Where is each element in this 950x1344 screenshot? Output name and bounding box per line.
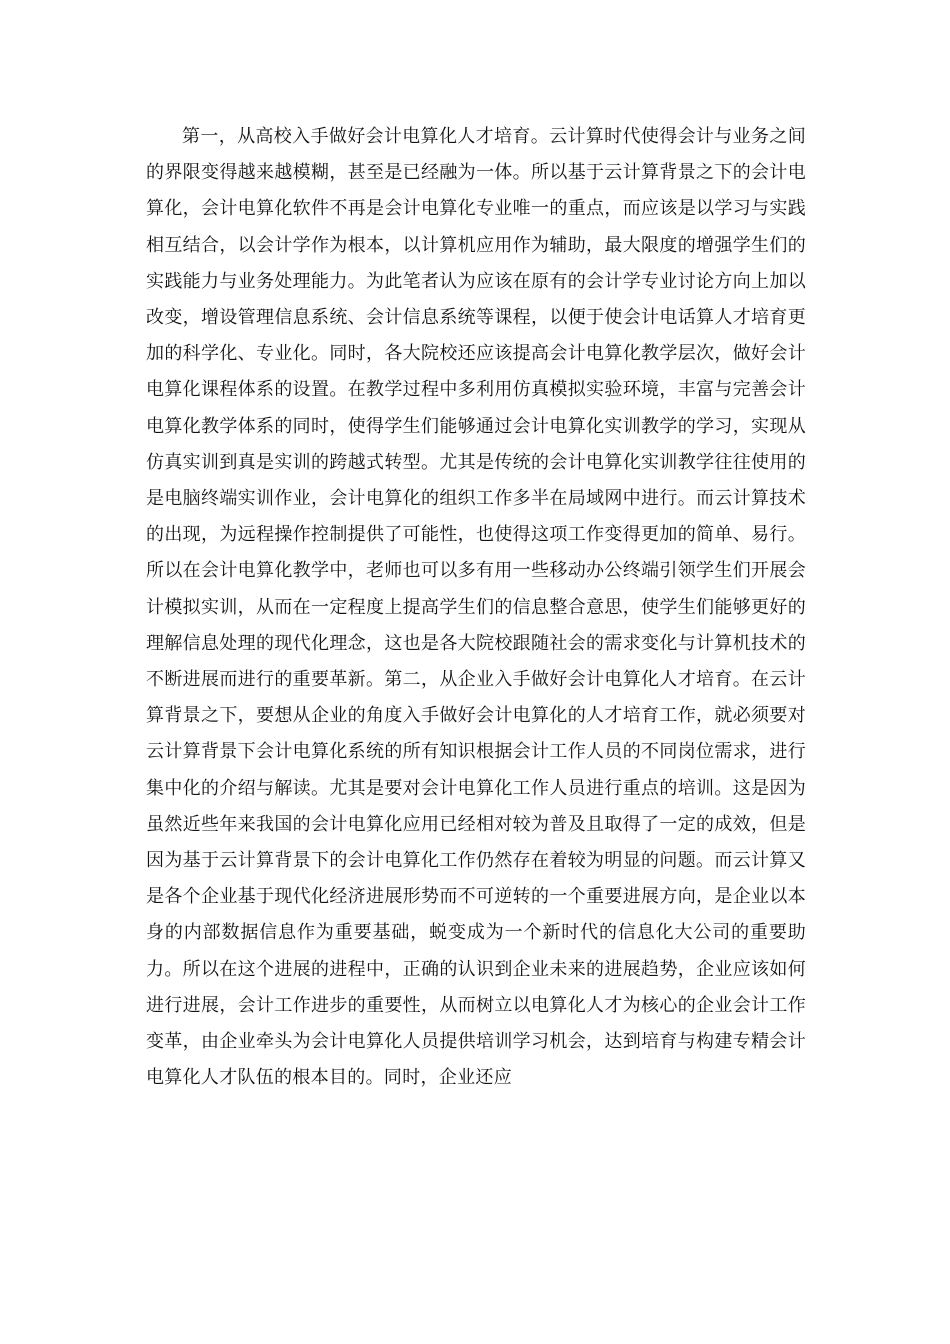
body-paragraph: 第一，从高校入手做好会计电算化人才培育。云计算时代使得会计与业务之间的界限变得越来越模糊，甚至是已经融为一体。所以基于云计算背景之下的会计电算化，会计电算化软件不再是会计电算化专业唯一的重点，而应该是以学习与实践相互结合，以会计学作为根本，以计算机应用作为辅助，最大限度的增强学生们的实践能力与业务处理能力。为此笔者认为应该在原有的会计学专业讨论方向上加以改变，增设管理信息系统、会计信息系统等课程，以便于使会计电话算人才培育更加的科学化、专业化。同时，各大院校还应该提高会计电算化教学层次，做好会计电算化课程体系的设置。在教学过程中多利用仿真模拟实验环境，丰富与完善会计电算化教学体系的同时，使得学生们能够通过会计电算化实训教学的学习，实现从仿真实训到真是实训的跨越式转型。尤其是传统的会计电算化实训教学往往使用的是电脑终端实训作业，会计电算化的组织工作多半在局域网中进行。而云计算技术的出现，为远程操作控制提供了可能性，也使得这项工作变得更加的简单、易行。所以在会计电算化教学中，老师也可以多有用一些移动办公终端引领学生们开展会计模拟实训，从而在一定程度上提高学生们的信息整合意思，使学生们能够更好的理解信息处理的现代化理念，这也是各大院校跟随社会的需求变化与计算机技术的不断进展而进行的重要革新。第二，从企业入手做好会计电算化人才培育。在云计算背景之下，要想从企业的角度入手做好会计电算化的人才培育工作，就必须要对云计算背景下会计电算化系统的所有知识根据会计工作人员的不同岗位需求，进行集中化的介绍与解读。尤其是要对会计电算化工作人员进行重点的培训。这是因为虽然近些年来我国的会计电算化应用已经相对较为普及且取得了一定的成效，但是因为基于云计算背景下的会计电算化工作仍然存在着较为明显的问题。而云计算又是各个企业基于现代化经济进展形势而不可逆转的一个重要进展方向，是企业以本身的内部数据信息作为重要基础，蜕变成为一个新时代的信息化大公司的重要助力。所以在这个进展的进程中，正确的认识到企业未来的进展趋势，企业应该如何进行进展，会计工作进步的重要性，从而树立以电算化人才为核心的企业会计工作变革，由企业牵头为会计电算化人员提供培训学习机会，达到培育与构建专精会计电算化人才队伍的根本目的。同时，企业还应 — [146, 126, 806, 1089]
